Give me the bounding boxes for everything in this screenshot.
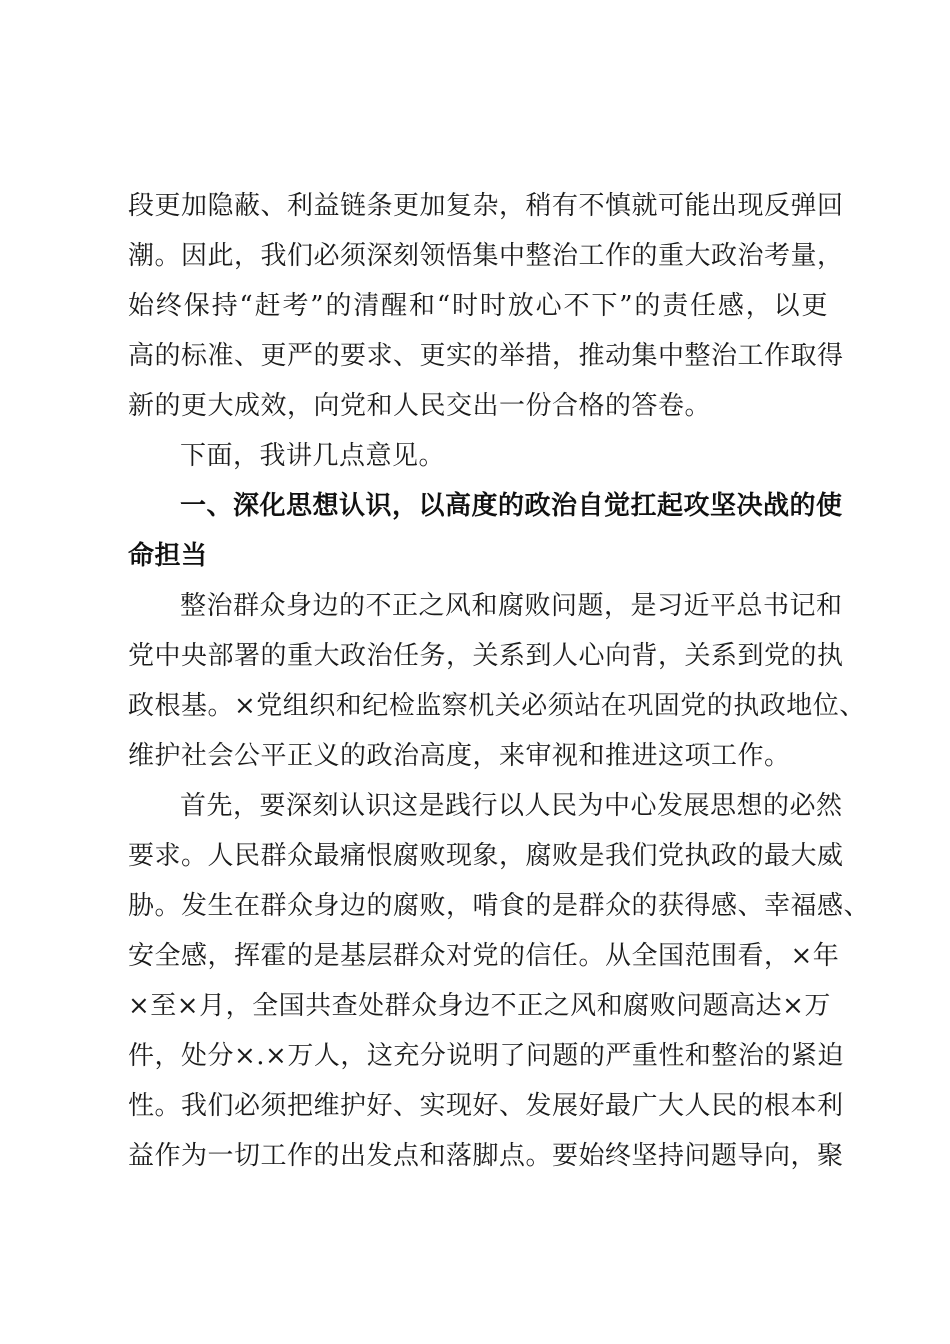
text-line: 益作为一切工作的出发点和落脚点。要始终坚持问题导向，聚	[128, 1141, 844, 1171]
section-heading: 一、深化思想认识，以高度的政治自觉扛起攻坚决战的使	[180, 491, 843, 521]
text-line: 政根基。×党组织和纪检监察机关必须站在巩固党的执政地位、	[128, 691, 866, 721]
text-line: 件，处分×.×万人，这充分说明了问题的严重性和整治的紧迫	[128, 1041, 844, 1071]
text-line: 要求。人民群众最痛恨腐败现象，腐败是我们党执政的最大威	[128, 841, 844, 871]
text-line: ×至×月，全国共查处群众身边不正之风和腐败问题高达×万	[128, 991, 831, 1021]
text-line: 始终保持“赶考”的清醒和“时时放心不下”的责任感，以更	[128, 291, 828, 321]
text-line: 潮。因此，我们必须深刻领悟集中整治工作的重大政治考量，	[128, 241, 844, 271]
text-line: 性。我们必须把维护好、实现好、发展好最广大人民的根本利	[128, 1091, 844, 1121]
text-line: 段更加隐蔽、利益链条更加复杂，稍有不慎就可能出现反弹回	[128, 191, 844, 221]
text-line: 党中央部署的重大政治任务，关系到人心向背，关系到党的执	[128, 641, 844, 671]
text-line: 高的标准、更严的要求、更实的举措，推动集中整治工作取得	[128, 341, 844, 371]
section-heading-continued: 命担当	[128, 541, 208, 571]
text-line: 下面，我讲几点意见。	[180, 441, 446, 471]
text-line: 维护社会公平正义的政治高度，来审视和推进这项工作。	[128, 741, 791, 771]
text-line: 整治群众身边的不正之风和腐败问题，是习近平总书记和	[180, 591, 843, 621]
text-line: 安全感，挥霍的是基层群众对党的信任。从全国范围看，×年	[128, 941, 840, 971]
text-line: 首先，要深刻认识这是践行以人民为中心发展思想的必然	[180, 791, 843, 821]
text-line: 胁。发生在群众身边的腐败，啃食的是群众的获得感、幸福感、	[128, 891, 871, 921]
text-line: 新的更大成效，向党和人民交出一份合格的答卷。	[128, 391, 712, 421]
